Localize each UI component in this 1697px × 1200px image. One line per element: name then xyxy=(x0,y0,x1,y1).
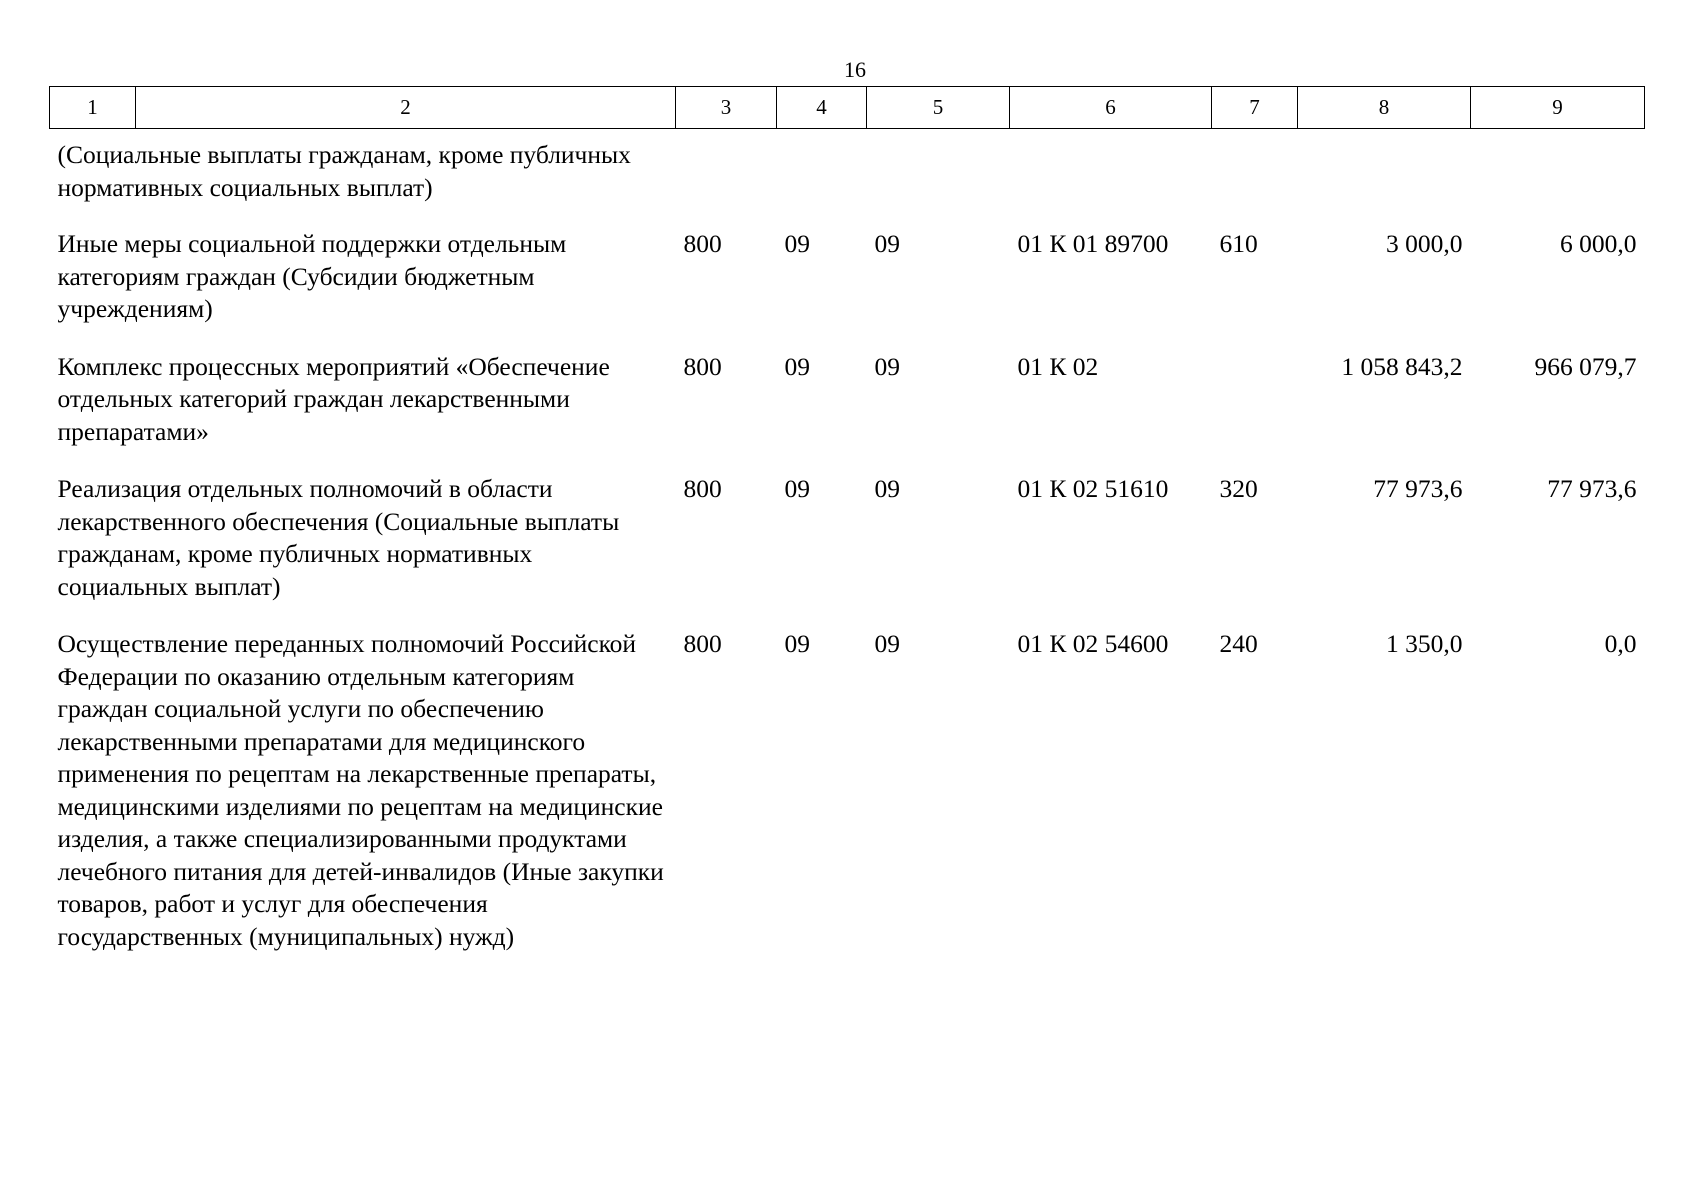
cell-subsection: 09 xyxy=(874,629,900,658)
cell-section: 09 xyxy=(784,229,810,258)
cell-target-article: 01 К 02 xyxy=(1017,351,1099,381)
cell-ministry xyxy=(676,129,777,217)
cell-section: 09 xyxy=(784,474,810,503)
cell-amount-1: 1 350,0 xyxy=(1386,629,1463,658)
cell-subsection: 09 xyxy=(874,351,900,381)
column-header-5: 5 xyxy=(867,87,1010,129)
column-header-2: 2 xyxy=(136,87,676,129)
table-row xyxy=(50,339,1645,462)
column-header-9: 9 xyxy=(1471,87,1645,129)
cell-amount-2: 966 079,7 xyxy=(1534,351,1637,381)
cell-ministry: 800 xyxy=(683,351,722,381)
column-header-6: 6 xyxy=(1010,87,1212,129)
cell-section xyxy=(777,129,867,217)
row-name: Иные меры социальной поддержки отдельным категориям граждан (Субсидии бюджетным учреждениям) xyxy=(57,229,567,323)
cell-ministry: 800 xyxy=(683,629,722,658)
cell-ministry: 800 xyxy=(683,474,722,503)
column-header-4: 4 xyxy=(777,87,867,129)
cell-subsection: 09 xyxy=(874,474,900,503)
table-row xyxy=(50,616,1645,966)
table-row xyxy=(50,216,1645,339)
cell-amount-1: 77 973,6 xyxy=(1373,474,1463,503)
cell-amount-1: 3 000,0 xyxy=(1386,229,1463,258)
table-row xyxy=(50,129,1645,217)
cell-expense-type xyxy=(1212,129,1298,217)
row-name: (Социальные выплаты гражданам, кроме публичных нормативных социальных выплат) xyxy=(57,140,631,202)
cell-section: 09 xyxy=(784,629,810,658)
cell-target-article: 01 К 02 54600 xyxy=(1017,629,1169,658)
cell-amount-2: 77 973,6 xyxy=(1547,474,1637,503)
row-name: Комплекс процессных мероприятий «Обеспечение отдельных категорий граждан лекарственными препаратами» xyxy=(57,351,610,446)
row-name: Реализация отдельных полномочий в области лекарственного обеспечения (Социальные выплаты гражданам, кроме публичных нормативных социальных выплат) xyxy=(57,474,620,601)
column-header-7: 7 xyxy=(1212,87,1298,129)
cell-target-article: 01 К 02 51610 xyxy=(1017,474,1169,503)
cell-target-article xyxy=(1010,129,1212,217)
cell-amount-1: 1 058 843,2 xyxy=(1341,351,1463,381)
page-number: 16 xyxy=(844,57,866,82)
cell-subsection: 09 xyxy=(874,229,900,258)
cell-amount-2 xyxy=(1471,129,1645,217)
cell-section: 09 xyxy=(784,351,810,381)
budget-table xyxy=(49,86,1645,966)
cell-amount-1 xyxy=(1298,129,1471,217)
cell-amount-2: 0,0 xyxy=(1604,629,1637,658)
column-number-header xyxy=(50,87,1645,129)
cell-expense-type: 240 xyxy=(1219,629,1258,658)
cell-expense-type: 610 xyxy=(1219,229,1258,258)
table-row xyxy=(50,461,1645,616)
cell-expense-type xyxy=(1212,339,1298,462)
column-header-3: 3 xyxy=(676,87,777,129)
cell-target-article: 01 К 01 89700 xyxy=(1017,229,1169,258)
cell-expense-type: 320 xyxy=(1219,474,1258,503)
column-header-1: 1 xyxy=(50,87,136,129)
column-header-8: 8 xyxy=(1298,87,1471,129)
cell-subsection xyxy=(867,129,1010,217)
cell-ministry: 800 xyxy=(683,229,722,258)
cell-amount-2: 6 000,0 xyxy=(1560,229,1637,258)
row-name: Осуществление переданных полномочий Российской Федерации по оказанию отдельным категориям граждан социальной услуги по обеспечению лекарственными препаратами для медицинского применения по рецептам на лекарственные препараты, медицинскими изделиями по рецептам на медицинские изделия, а также специализированными продуктами лечебного питания для детей-инвалидов (Иные закупки товаров, работ и услуг для обеспечения государственных (муниципальных) нужд) xyxy=(57,629,664,951)
